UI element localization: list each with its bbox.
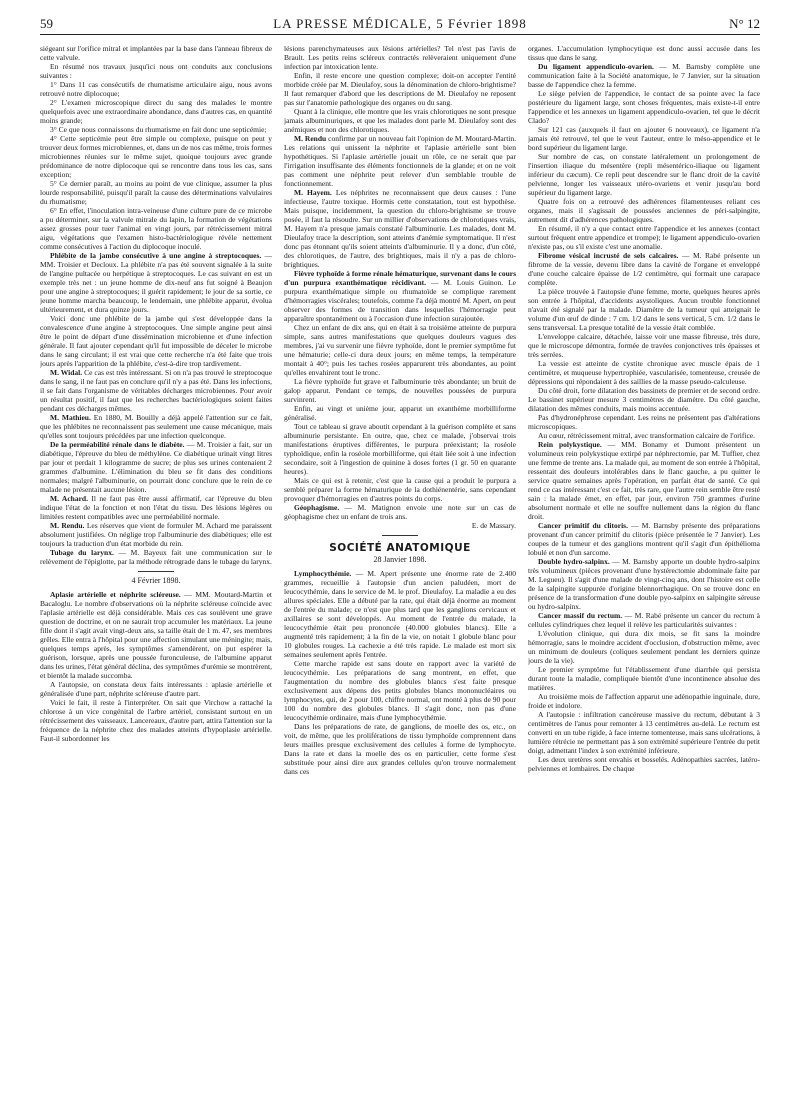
paragraph-text: L'évolution clinique, qui dura dix mois, se fit sans la moindre hémorragie, sans le moindre accident d'occlusion, d'obstruction même, avec un minimum de douleurs (coliques seulement pendant les derniers quinze jours de la vie). (528, 629, 760, 665)
paragraph (528, 359, 760, 386)
paragraph (528, 692, 760, 710)
paragraph (528, 710, 760, 755)
paragraph-lead: Rein polykystique. (538, 440, 602, 449)
paragraph-text: Les deux uretères sont envahis et bosselés. Adénopathies sacrées, latéro-pelviennes et lombaires. De chaque (528, 755, 760, 773)
paragraph-text: En résumé nos travaux jusqu'ici nous ont conduits aux conclusions suivantes : (40, 62, 272, 80)
paragraph (528, 755, 760, 773)
paragraph (40, 548, 272, 566)
paragraph-text: Ce cas est très intéressant. Si on n'a pas trouvé le streptocoque dans le sang, il ne faut pas en conclure qu'il n'y a pas été. Dans les infections, il se fait dans l'organisme de véritables décharges microbiennes. Pour avoir un résultat positif, il faut que les recherches bactériologiques soient faites pendant ces décharges mêmes. (40, 368, 272, 413)
paragraph (528, 440, 760, 521)
paragraph (528, 62, 760, 89)
paragraph-text: Au troisième mois de l'affection apparut une adénopathie inguinale, dure, froide et indolore. (528, 692, 760, 710)
paragraph-text: En résumé, il n'y a que contact entre l'appendice et les annexes (contact surtout fréquent entre appendice et trompe); le ligament appendiculo-ovarien n'existe pas, ou s'il existe c'est une anomalie. (528, 224, 760, 251)
paragraph-lead: M. Rendu (294, 134, 327, 143)
paragraph (528, 611, 760, 629)
paragraph-text: — M. Barnsby présente des préparations provenant d'un cancer primitif du clitoris (pièce présentée le 7 Janvier). Les coupes de la tumeur et des ganglions montrent qu'il s'agit d'un épithélioma lobulé et non d'un sarcome. (528, 521, 760, 557)
paragraph-text: Le premier symptôme fut l'établissement d'une diarrhée qui persista durant toute la maladie, compliquée bientôt d'une incontinence absolue des matières. (528, 665, 760, 692)
paragraph-lead: Double hydro-salpinx. (538, 557, 610, 566)
paragraph-text: Le siège pelvien de l'appendice, le contact de sa pointe avec la face postérieure du ligament large, sont choses fréquentes, mais existe-t-il entre l'appendice et les annexes un ligament appendiculo-ovarien, tel que le décrit Clado? (528, 89, 760, 125)
paragraph-text: siégeant sur l'orifice mitral et implantées par la base dans l'anneau fibreux de cette valvule. (40, 44, 272, 62)
paragraph-text: lésions parenchymateuses aux lésions artérielles? Tel n'est pas l'avis de Brault. Les petits reins scléreux contractés relèveraient uniquement d'une infection par intoxication lente. (284, 44, 516, 71)
paragraph-lead: Tubage du larynx. (50, 548, 114, 557)
paragraph (284, 134, 516, 188)
paragraph-text: 6° En effet, l'inoculation intra-veineuse d'une culture pure de ce microbe a pu déterminer, sur la valvule mitrale du lapin, la formation de végétations assez grosses pour tuer l'animal en vingt jours, par rétrécissement mitral aigu, végétations que l'examen histo-bactériologique révèle nettement comme consécutives à l'action du diplocoque inoculé. (40, 206, 272, 251)
paragraph (40, 368, 272, 413)
paragraph-text: A l'autopsie, on constata deux faits intéressants : aplasie artérielle et généralisée d'une part, néphrite scléreuse d'autre part. (40, 680, 272, 698)
paragraph (284, 188, 516, 269)
paragraph-text: 1° Dans 11 cas consécutifs de rhumatisme articulaire aigu, nous avons retrouvé notre diplocoque; (40, 80, 272, 98)
paragraph (40, 698, 272, 743)
paragraph-lead: M. Hayem. (294, 188, 332, 197)
paragraph (528, 665, 760, 692)
paragraph (284, 377, 516, 404)
paragraph (40, 440, 272, 494)
page-number: 59 (40, 16, 53, 31)
paragraph-text: Au cœur, rétrécissement mitral, avec transformation calcaire de l'orifice. (538, 431, 755, 440)
paragraph (528, 152, 760, 197)
paragraph-text: — M. Louis Guinon. Le purpura exanthématique simple ou rhumatoïde se complique rarement d'hémorragies viscérales; toutefois, comme l'a déjà montré M. Apert, on peut observer des formes de transition dans lesquelles l'hémorragie peut apparaître spontanément ou à l'occasion d'une infection surajoutée. (284, 278, 516, 323)
section-divider (382, 535, 418, 536)
paragraph (284, 422, 516, 476)
section-heading: SOCIÉTÉ ANATOMIQUE (329, 542, 471, 554)
paragraph-lead: M. Widal. (50, 368, 83, 377)
paragraph-text: Dans les préparations de rate, de ganglions, de moelle des os, etc., on voit, de même, que les proliférations de tissu lymphoïde comprennent dans leurs mailles presque exclusivement des cellules à forme de lymphocyte. Dans la rate et dans la moelle des os en particulier, cette forme s'est substituée pour ainsi dire aux grandes cellules qu'on trouve normalement dans ces (284, 722, 516, 776)
paragraph-text: Les réserves que vient de formuler M. Achard me paraissent absolument justifiées. On néglige trop l'albuminurie des diabétiques; elle est toujours la traduction d'un état morbide du rein. (40, 521, 272, 548)
paragraph-text: A l'autopsie : infiltration cancéreuse massive du rectum, débutant à 3 centimètres de l'anus pour remonter à 13 centimètres au-delà. Le rectum est converti en un tube rigide, à face interne tomenteuse, mais sans ulcérations, à lumière rétrécie ne permettant pas à son extrémité supérieure l'entrée du petit doigt, admettant l'index à son extrémité inférieure. (528, 710, 760, 755)
paragraph (284, 476, 516, 503)
paragraph (284, 722, 516, 776)
paragraph (528, 557, 760, 611)
paragraph-text: Sur nombre de cas, on constate latéralement un prolongement de l'insertion iliaque du mésentère (repli mésentérico-iliaque ou ligament inférieur du cæcum). Ce repli peut descendre sur le flanc droit de la cavité pelvienne, longer les vaisseaux utéro-ovariens et venir jusqu'au bord supérieur du ligament large. (528, 152, 760, 197)
paragraph-text: — M. Barnsby apporte un double hydro-salpinx très volumineux (pièces provenant d'une hystérectomie abdominale faite par M. Legueu). Il s'agit d'une malade de vingt-cinq ans, dont l'histoire est celle de la salpingite suppurée d'origine blennorrhagique. On se trouve donc en présence de la transformation d'une double pyo-salpinx en salpingite séreuse ou hydro-salpinx. (528, 557, 760, 611)
paragraph (284, 569, 516, 659)
paragraph (40, 134, 272, 179)
paragraph-text: Les néphrites ne reconnaissent que deux causes : l'une infectieuse, l'autre toxique. Hormis cette constatation, tout est hypothèse. Mais puisque, incidemment, la question du chloro-brightisme se trouve posée, il faut la résoudre. Sur un millier d'observations de chlorotiques vrais, M. Hayem n'a presque jamais constaté l'albuminurie. Les malades, dont M. Dieulafoy trace la description, sont atteints d'anémie symptomatique. Il n'est donc pas étonnant qu'ils soient atteints d'albuminurie. Il y a donc, d'un côté, des chlorotiques, de l'autre, des brightiques, mais il n'y a pas de chloro-brightiques. (284, 188, 516, 269)
paragraph-lead: Cancer massif du rectum. (538, 611, 623, 620)
paragraph-lead: De la perméabilité rénale dans le diabète. (50, 440, 185, 449)
paragraph-text: 4° Cette septicémie peut être simple ou complexe, puisque on peut y trouver deux formes microbiennes, et, dans un de nos cas même, trois formes microbiennes réunies sur le même sujet, quoique toujours avec grande prédominance de notre diplocoque qui se rencontre dans tous les cas, sans exception; (40, 134, 272, 179)
paragraph (284, 404, 516, 422)
paragraph-text: Tout ce tableau si grave aboutit cependant à la guérison complète et sans albuminurie persistante. En outre, que, chez ce malade, j'observai trois manifestations éruptives différentes, le purpura préexistant; la roséole typhoïdique, enfin la roséole morbilliforme, qui était liée soit à une infection secondaire, soit à l'ingestion de quinine à doses fortes (1 gr. 50 en quarante heures). (284, 422, 516, 476)
issue-number: N° 12 (729, 16, 760, 31)
paragraph-text: Du côté droit, forte dilatation des bassinets de premier et de second ordre. Le bassinet supérieur mesure 3 centimètres de diamètre. Du côté gauche, dilatation des mêmes conduits, mais moins accentuée. (528, 386, 760, 413)
paragraph (528, 332, 760, 359)
paragraph-text: 2° L'examen microscopique direct du sang des malades le montre quelquefois avec une extraordinaire abondance, dans d'autres cas, en quantité moins grande; (40, 98, 272, 125)
paragraph (284, 44, 516, 71)
paragraph (40, 125, 272, 134)
paragraph-text: Chez un enfant de dix ans, qui en était à sa troisième atteinte de purpura simple, sans autres manifestations que quelques douleurs vagues des membres, j'ai vu survenir une fièvre typhoïde, dont le premier symptôme fut une hématurie; celle-ci dura deux jours; en même temps, la température montait à 40°; puis les taches rosées apparurent très abondantes, au point qu'elles envahirent tout le tronc. (284, 323, 516, 377)
paragraph (528, 125, 760, 152)
paragraph-lead: M. Mathieu. (50, 413, 91, 422)
paragraph-text: — M. Bayeux fait une communication sur le relèvement de l'épiglotte, par la méthode rétrograde dans le tubage du larynx. (40, 548, 272, 566)
paragraph (40, 251, 272, 314)
journal-title: LA PRESSE MÉDICALE, 5 Février 1898 (273, 16, 527, 31)
paragraph-lead: Phlébite de la jambe consécutive à une angine à streptocoques. (50, 251, 262, 260)
column-left (40, 44, 272, 1094)
paragraph (40, 179, 272, 206)
column-right (528, 44, 760, 1094)
paragraph (528, 413, 760, 431)
paragraph-text: — M. Matignon envoie une note sur un cas de géophagisme chez un enfant de trois ans. (284, 503, 516, 521)
paragraph-text: — M. Troisier a fait, sur un diabétique, l'épreuve du bleu de méthylène. Ce diabétique urinait vingt litres par jour et perdait 1 kilogramme de sucre; de plus ses urines contenaient 2 grammes d'albumine. L'élimination du bleu se fit dans des conditions normales; malgré l'albuminurie, on pourrait donc conclure que le rein de ce malade ne présentait aucune lésion. (40, 440, 272, 494)
paragraph-text: Voici le fait, il reste à l'interpréter. On sait que Virchow a rattaché la chlorose à un vice congénital de l'arbre artériel, consistant surtout en un rétrécissement des vaisseaux. Lancereaux, d'autre part, attira l'attention sur la fréquence de la néphrite chez des malades atteints d'hypoplasie artérielle. Faut-il subordonner les (40, 698, 272, 743)
paragraph-text: — MM. Moutard-Martin et Bacaloglu. Le nombre d'observations où la néphrite scléreuse coïncide avec l'aplasie artérielle est déjà considérable. Mais ces cas soulèvent une grave question de doctrine, et on ne saurait trop accumuler les matériaux. La jeune fille dont il s'agit avait vingt-deux ans, sa taille était de 1 m. 47, ses membres grêles. Elle entra à l'hôpital pour une affection simulant une méningite; mais, quelques temps après, les symptômes s'amendèrent, on put espérer la guérison, lorsque, après une poussée furonculeuse, de l'albumine apparut dans les urines, l'état général déclina, des symptômes d'urémie se montrèrent, et bientôt la malade succomba. (40, 590, 272, 680)
paragraph-text: — MM. Troisier et Decloux. La phlébite n'a pas été souvent signalée à la suite de l'angine pultacée ou herpétique à streptocoques. Le cas suivant en est un exemple très net : un jeune homme de dix-neuf ans fut soigné à Beaujon pour une angine à streptocoques; il guérit rapidement; le jour de sa sortie, ce jeune homme marcha beaucoup, le lendemain, une phlébite apparut, évolua ultérieurement, et dura quinze jours. (40, 251, 272, 314)
paragraph-text: La vessie est atteinte de cystite chronique avec muscle épais de 1 centimètre, et muqueuse hypertrophiée, vascularisée, tomenteuse, creusée de dépressions qui répondaient à des saillies de la masse pseudo-calculeuse. (528, 359, 760, 386)
paragraph-text: — M. Rabé présente un fibrome de la vessie, devenu libre dans la cavité de l'organe et enveloppé d'une couche calcaire épaisse de 1/2 centimètre, qui formait une carapace complète. (528, 251, 760, 287)
paragraph-lead: M. Rendu. (50, 521, 85, 530)
paragraph (284, 107, 516, 134)
page-header (40, 16, 760, 35)
paragraph-text: 5° Ce dernier paraît, au moins au point de vue clinique, assumer la plus lourde responsabilité, puisqu'il paraît la cause des déterminations valvulaires du rhumatisme; (40, 179, 272, 206)
paragraph-lead: M. Achard. (50, 494, 88, 503)
paragraph (40, 44, 272, 62)
paragraph-text: Enfin, au vingt et unième jour, apparut un exanthème morbilliforme généralisé. (284, 404, 516, 422)
paragraph-text: Pas d'hydronéphrose cependant. Les reins ne présentent pas d'altérations microscopiques. (528, 413, 760, 431)
paragraph-text: confirme par un nouveau fait l'opinion de M. Moutard-Martin. Les relations qui unissent la néphrite et l'aplasie artérielle sont bien hypothétiques. Si l'aplasie artérielle jouait un rôle, ce ne serait que par l'irrigation insuffisante des éléments fonctionnels de la glande; et on ne voit pas comment une néphrite peut relever d'un semblable trouble de fonctionnement. (284, 134, 516, 188)
paragraph (40, 494, 272, 521)
paragraph-text: Quatre fois on a retrouvé des adhérences filamenteuses reliant ces organes, mais il s'agissait de poussées anciennes de péri-salpingite, autrement dit d'adhérences pathologiques. (528, 197, 760, 224)
paragraph-text: Il ne faut pas être aussi affirmatif, car l'épreuve du bleu indique l'état de la fonction et non l'état du tissu. Des lésions légères ou limitées restent compatibles avec une perméabilité normale. (40, 494, 272, 521)
paragraph (528, 89, 760, 125)
paragraph-text: — M. Apert présente une énorme rate de 2.400 grammes, recueillie à l'autopsie d'un ancien paludéen, mort de leucocythémie, dans le service de M. le prof. Dieulafoy. La maladie a eu des allures spéciales. Elle a débuté par la rate, qui était déjà énorme au moment de l'entrée du malade; ce n'est que plus tard que les ganglions cervicaux et axillaires se sont développés. Au moment de l'entrée du malade, la leucocythémie était peu prononcée (40.000 globules blancs). Elle a augmenté très rapidement; à la fin de la vie, on notait 1 globule blanc pour 10 globules rouges. La cachexie a été très rapide. Le malade est mort six semaines seulement après l'entrée. (284, 569, 516, 659)
paragraph-lead: Fièvre typhoïde à forme rénale hématurique, survenant dans le cours d'un purpura exanthématique récidivant. (284, 269, 516, 287)
paragraph (528, 224, 760, 251)
paragraph (40, 521, 272, 548)
paragraph-text: 3° Ce que nous connaissons du rhumatisme en fait donc une septicémie; (50, 125, 267, 134)
paragraph-text: — MM. Bonamy et Dumont présentent un volumineux rein polykystique extirpé par néphrectomie, par M. Tuffier, chez une femme de trente ans. La malade qui, au moment de son entrée à l'hôpital, ressentait des douleurs intolérables dans le flanc gauche, a pu quitter le service quatre semaines après l'opération, en parfait état de santé. Ce qui rend ce cas intéressant c'est ce fait, très rare, que l'autre rein semble être resté sain : la malade émet, en effet, par jour, environ 750 grammes d'urine absolument normale et elle ne souffre nullement dans la région du flanc droit. (528, 440, 760, 521)
paragraph (284, 269, 516, 323)
session-date: 4 Février 1898. (131, 576, 181, 585)
paragraph (284, 659, 516, 722)
paragraph (528, 251, 760, 287)
paragraph (284, 323, 516, 377)
paragraph-text: Enfin, il reste encore une question complexe; doit-on accepter l'entité morbide créée par M. Dieulafoy, sous la dénomination de chloro-brightisme? Il faut remarquer d'abord que les descriptions de M. Dieulafoy ne reposent pas sur l'anatomie pathologique des organes ou du sang. (284, 71, 516, 107)
paragraph-lead: Aplasie artérielle et néphrite scléreuse. (50, 590, 181, 599)
paragraph-lead: Géophagisme. (294, 503, 340, 512)
paragraph (40, 680, 272, 698)
paragraph (40, 80, 272, 98)
paragraph-text: Voici donc une phlébite de la jambe qui s'est développée dans la convalescence d'une angine à streptocoques. Une simple angine peut ainsi être le point de départ d'une dissémination microbienne et d'une infection générale. Il faut ajouter cependant qu'il fut impossible de déceler le microbe dans le sang circulant; il est vrai que cette recherche n'a été faite que trois jours après l'apparition de la phlébite, c'est-à-dire trop tardivement. (40, 314, 272, 368)
session-date: 28 Janvier 1898. (373, 555, 427, 564)
paragraph-text: — M. Rabé présente un cancer du rectum à cellules cylindriques chez lequel il relève les particularités suivantes : (528, 611, 760, 629)
paragraph-text: organes. L'accumulation lymphocytique est donc aussi accusée dans les tissus que dans le sang. (528, 44, 760, 62)
paragraph-text: La fièvre typhoïde fut grave et l'albuminurie très abondante; un bruit de galop apparut. Pendant ce temps, de nouvelles poussées de purpura survinrent. (284, 377, 516, 404)
paragraph (528, 197, 760, 224)
paragraph (528, 521, 760, 557)
paragraph-text: Mais ce qui est à retenir, c'est que la cause qui a produit le purpura a semblé préparer la forme hématurique de la dothiénentérie, sans cependant provoquer d'hémorragies en d'autres points du corps. (284, 476, 516, 503)
paragraph (284, 503, 516, 521)
paragraph (40, 98, 272, 125)
author-signature: E. de Massary. (471, 521, 516, 530)
paragraph-text: Sur 121 cas (auxquels il faut en ajouter 6 nouveaux), ce ligament n'a jamais été retrouvé, tel que le veut l'auteur, entre le méso-appendice et le bord supérieur du ligament large. (528, 125, 760, 152)
paragraph (40, 413, 272, 440)
paragraph (40, 62, 272, 80)
paragraph-text: — M. Barnsby complète une communication faite à la Société anatomique, le 7 Janvier, sur la situation basse de l'appendice chez la femme. (528, 62, 760, 89)
paragraph-text: En 1880, M. Bouilly a déjà appelé l'attention sur ce fait, que les phlébites ne reconnaissent pas seulement une cause mécanique, mais qu'elles sont toujours précédées par une infection quelconque. (40, 413, 272, 440)
paragraph-text: Cette marche rapide est sans doute en rapport avec la variété de leucocythémie. Les préparations de sang montrent, en effet, que l'augmentation du nombre des globules blancs s'est faite presque exclusivement aux dépens des petits globules blancs mononucléaires ou lymphocytes, qui, de 2 pour 100, chiffre normal, ont monté à plus de 90 pour 100 du nombre des globules blancs. Il s'agit donc, non pas d'une leucocythémie ordinaire, mais d'une lymphocythémie. (284, 659, 516, 722)
paragraph (40, 314, 272, 368)
paragraph (528, 287, 760, 332)
paragraph-lead: Lymphocythémie. (294, 569, 352, 578)
paragraph-lead: Du ligament appendiculo-ovarien. (538, 62, 654, 71)
paragraph (40, 206, 272, 251)
paragraph-text: Quant à la clinique, elle montre que les vrais chlorotiques ne sont presque jamais albuminuriques, et que les malades dont parle M. Dieulafoy sont des anémiques et non des chlorotiques. (284, 107, 516, 134)
paragraph-lead: Cancer primitif du clitoris. (538, 521, 628, 530)
paragraph (528, 629, 760, 665)
paragraph (528, 431, 760, 440)
paragraph-text: L'enveloppe calcaire, détachée, laisse voir une masse fibreuse, très dure, que le microscope démontra, formée de travées conjonctives très épaisses et très serrées. (528, 332, 760, 359)
paragraph (528, 44, 760, 62)
column-middle (284, 44, 516, 1094)
paragraph-lead: Fibrome vésical incrusté de sels calcaires. (538, 251, 679, 260)
paragraph (40, 590, 272, 680)
paragraph (284, 71, 516, 107)
paragraph (528, 386, 760, 413)
paragraph-text: La pièce trouvée à l'autopsie d'une femme, morte, quelques heures après son entrée à l'hôpital, d'accidents asystoliques. Aucun trouble fonctionnel n'avait été signalé par la malade. Diamètre de la tumeur qui atteignait le volume d'un œuf de dinde : 7 cm. 1/2 dans le sens vertical, 5 cm. 1/2 dans le sens transversal. La presque totalité de la vessie était comblée. (528, 287, 760, 332)
section-divider (138, 571, 174, 572)
text-columns (40, 44, 760, 1094)
